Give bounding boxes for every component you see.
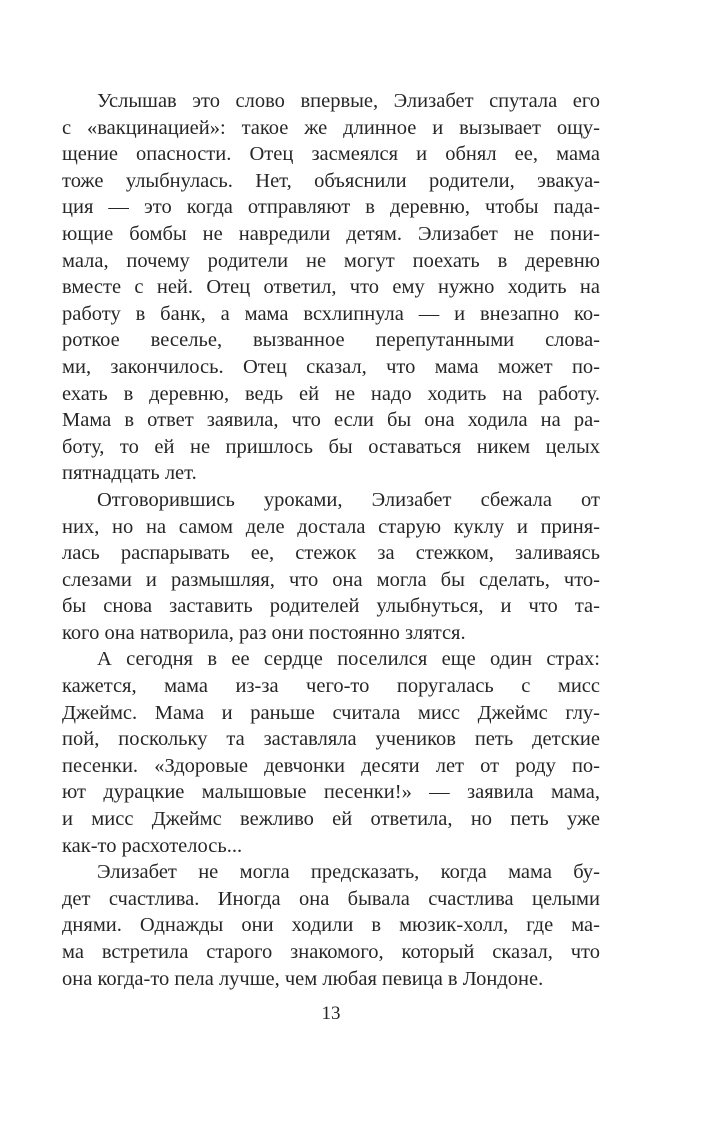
text-line: роткое веселье, вызванное перепутанными слова- [62, 329, 600, 352]
text-line: А сегодня в ее сердце поселился еще один страх: [97, 648, 600, 671]
text-line: них, но на самом деле достала старую куклу и приня- [62, 515, 600, 538]
text-line: Джеймс. Мама и раньше считала мисс Джеймс глу- [62, 701, 600, 724]
text-line: она когда-то пела лучше, чем любая певица в Лондоне. [62, 967, 544, 990]
text-line: Отговорившись уроками, Элизабет сбежала от [97, 488, 600, 511]
text-line: Услышав это слово впервые, Элизабет спутала его [97, 90, 600, 112]
text-line: и мисс Джеймс вежливо ей ответила, но петь уже [62, 808, 600, 831]
text-line: щение опасности. Отец засмеялся и обнял ее, мама [62, 143, 600, 166]
text-line: пятнадцать лет. [62, 462, 197, 485]
paragraph [62, 646, 600, 859]
text-line: слезами и размышляя, что она могла бы сделать, что- [62, 568, 600, 591]
paragraph [62, 487, 600, 647]
text-line: ми, закончилось. Отец сказал, что мама может по- [62, 355, 600, 378]
text-line: ехать в деревню, ведь ей не надо ходить на работу. [62, 382, 600, 405]
text-line: Элизабет не могла предсказать, когда мама бу- [97, 861, 600, 884]
text-line: дет счастлива. Иногда она бывала счастлива целыми [62, 887, 600, 910]
text-line: кого она натворила, раз они постоянно злятся. [62, 621, 466, 644]
text-line: ют дурацкие малышовые песенки!» — заявила мама, [62, 781, 600, 804]
text-line: с «вакцинацией»: такое же длинное и вызывает ощу- [62, 116, 600, 139]
text-line: ция — это когда отправляют в деревню, чтобы пада- [62, 196, 600, 219]
text-line: ма встретила старого знакомого, который сказал, что [62, 941, 600, 963]
text-line: кажется, мама из-за чего-то поругалась с мисс [62, 675, 600, 698]
paragraph [62, 859, 600, 992]
text-line: вместе с ней. Отец ответил, что ему нужно ходить на [62, 276, 600, 299]
text-line: днями. Однажды они ходили в мюзик-холл, где ма- [62, 914, 600, 937]
text-line: боту, то ей не пришлось бы оставаться никем целых [62, 435, 600, 458]
text-block [62, 88, 600, 992]
text-line: песенки. «Здоровые девчонки десяти лет от роду по- [62, 754, 600, 777]
text-line: работу в банк, а мама всхлипнула — и внезапно ко- [62, 302, 600, 325]
page-number: 13 [321, 1003, 341, 1024]
text-line: ющие бомбы не навредили детям. Элизабет не пони- [62, 222, 600, 245]
text-line: лась распарывать ее, стежок за стежком, заливаясь [62, 542, 600, 565]
text-line: бы снова заставить родителей улыбнуться, и что та- [62, 595, 600, 618]
text-line: мала, почему родители не могут поехать в деревню [62, 249, 600, 272]
text-line: как-то расхотелось... [62, 834, 243, 857]
text-line: Мама в ответ заявила, что если бы она ходила на ра- [62, 409, 600, 432]
text-line: тоже улыбнулась. Нет, объяснили родители, эвакуа- [62, 169, 600, 192]
text-line: пой, поскольку та заставляла учеников петь детские [62, 728, 600, 751]
paragraph [62, 88, 600, 487]
